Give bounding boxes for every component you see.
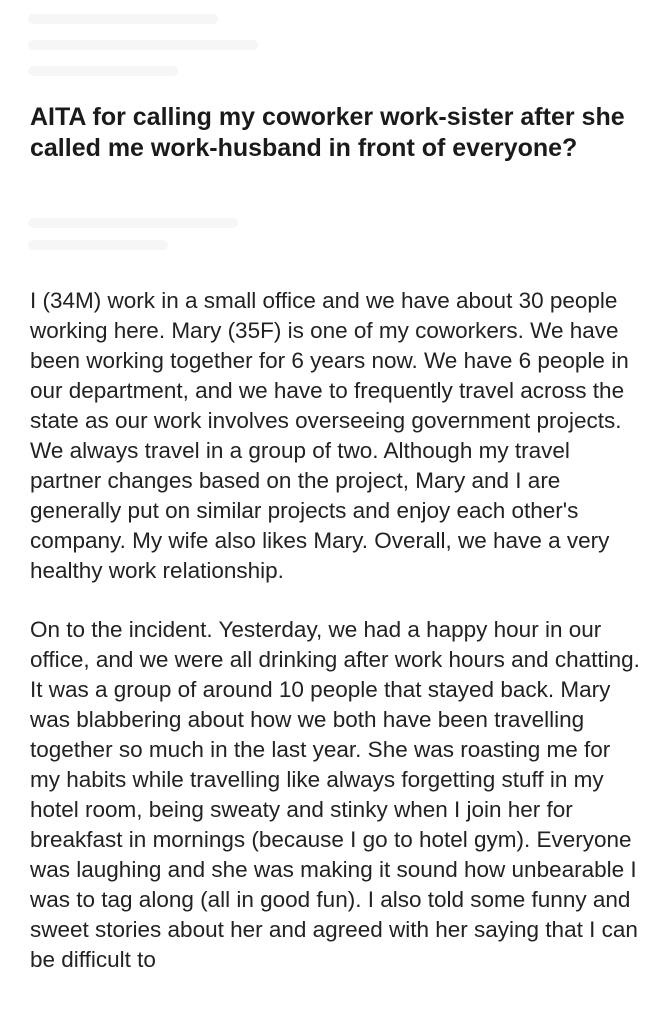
faded-line-mid-1 <box>28 218 238 228</box>
post-title: AITA for calling my coworker work-sister after she called me work-husband in front of everyone? <box>30 103 625 162</box>
post-paragraph-2: On to the incident. Yesterday, we had a happy hour in our office, and we were all drinking after work hours and chatting. It was a group of around 10 people that stayed back. Mary was blabbering about how we both have been travelling together so much in the last year. She was roasting me for my habits while travelling like always forgetting stuff in my hotel room, being sweaty and stinky when I join her for breakfast in mornings (because I go to hotel gym). Everyone was laughing and she was making it sound how unbearable I was to tag along (all in good fun). I also told some funny and sweet stories about her and agreed with her saying that I can be difficult to <box>30 617 640 972</box>
post-paragraph-1: I (34M) work in a small office and we have about 30 people working here. Mary (35F) is one of my coworkers. We have been working together for 6 years now. We have 6 people in our department, and we have to frequently travel across the state as our work involves overseeing government projects. We always travel in a group of two. Although my travel partner changes based on the project, Mary and I are generally put on similar projects and enjoy each other's company. My wife also likes Mary. Overall, we have a very healthy work relationship. <box>30 288 629 583</box>
faded-line-mid-2 <box>28 240 168 250</box>
faded-line-top-1 <box>28 14 218 24</box>
post-body <box>30 286 640 1024</box>
faded-line-top-3 <box>28 66 178 76</box>
faded-line-top-2 <box>28 40 258 50</box>
